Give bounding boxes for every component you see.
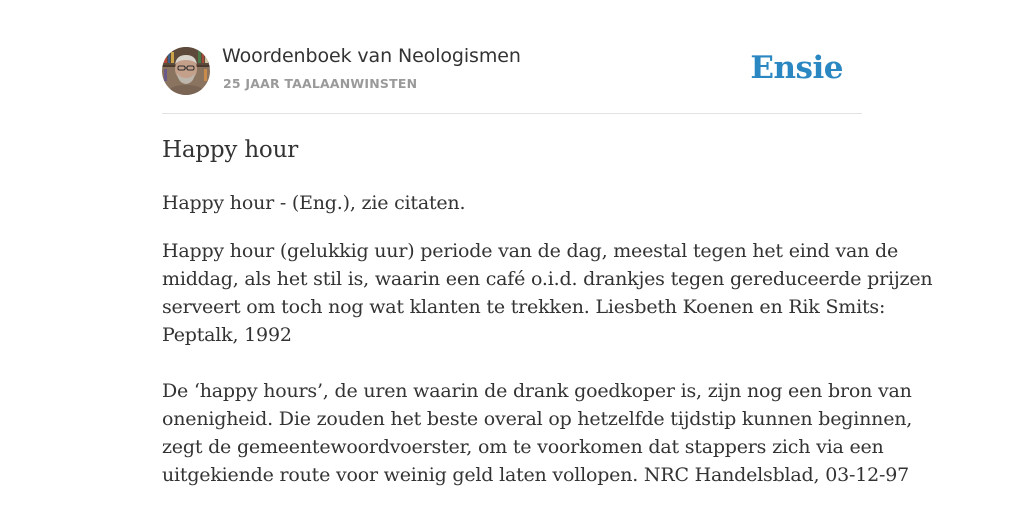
quote-line: zegt de gemeentewoordvoerster, om te voorkomen dat stappers zich via een — [162, 436, 884, 458]
quote-line: Happy hour (gelukkig uur) periode van de dag, meestal tegen het eind van de — [162, 240, 899, 262]
quote-line: Peptalk, 1992 — [162, 324, 292, 346]
entry-title: Happy hour — [162, 137, 298, 163]
quote-line: onenigheid. Die zouden het beste overal op hetzelfde tijdstip kunnen beginnen, — [162, 408, 913, 430]
avatar[interactable] — [162, 47, 210, 95]
quote — [162, 377, 913, 489]
quote-line: middag, als het stil is, waarin een café o.i.d. drankjes tegen gereduceerde prijzen — [162, 268, 933, 290]
quote-line: uitgekiende route voor weinig geld laten vollopen. NRC Handelsblad, 03-12-97 — [162, 464, 909, 486]
entry-definition: Happy hour - (Eng.), zie citaten. — [162, 192, 466, 214]
quote-line: De ‘happy hours’, de uren waarin de drank goedkoper is, zijn nog een bron van — [162, 380, 912, 402]
ensie-logo[interactable]: Ensie — [750, 50, 843, 86]
quote-line: serveert om toch nog wat klanten te trekken. Liesbeth Koenen en Rik Smits: — [162, 296, 886, 318]
author-portrait-image — [162, 47, 210, 95]
header — [162, 0, 862, 114]
site-title[interactable]: Woordenboek van Neologismen — [222, 45, 521, 67]
site-subtitle: 25 JAAR TAALAANWINSTEN — [223, 76, 418, 91]
quote — [162, 237, 933, 349]
page — [162, 0, 933, 486]
quotes-section — [162, 237, 933, 512]
